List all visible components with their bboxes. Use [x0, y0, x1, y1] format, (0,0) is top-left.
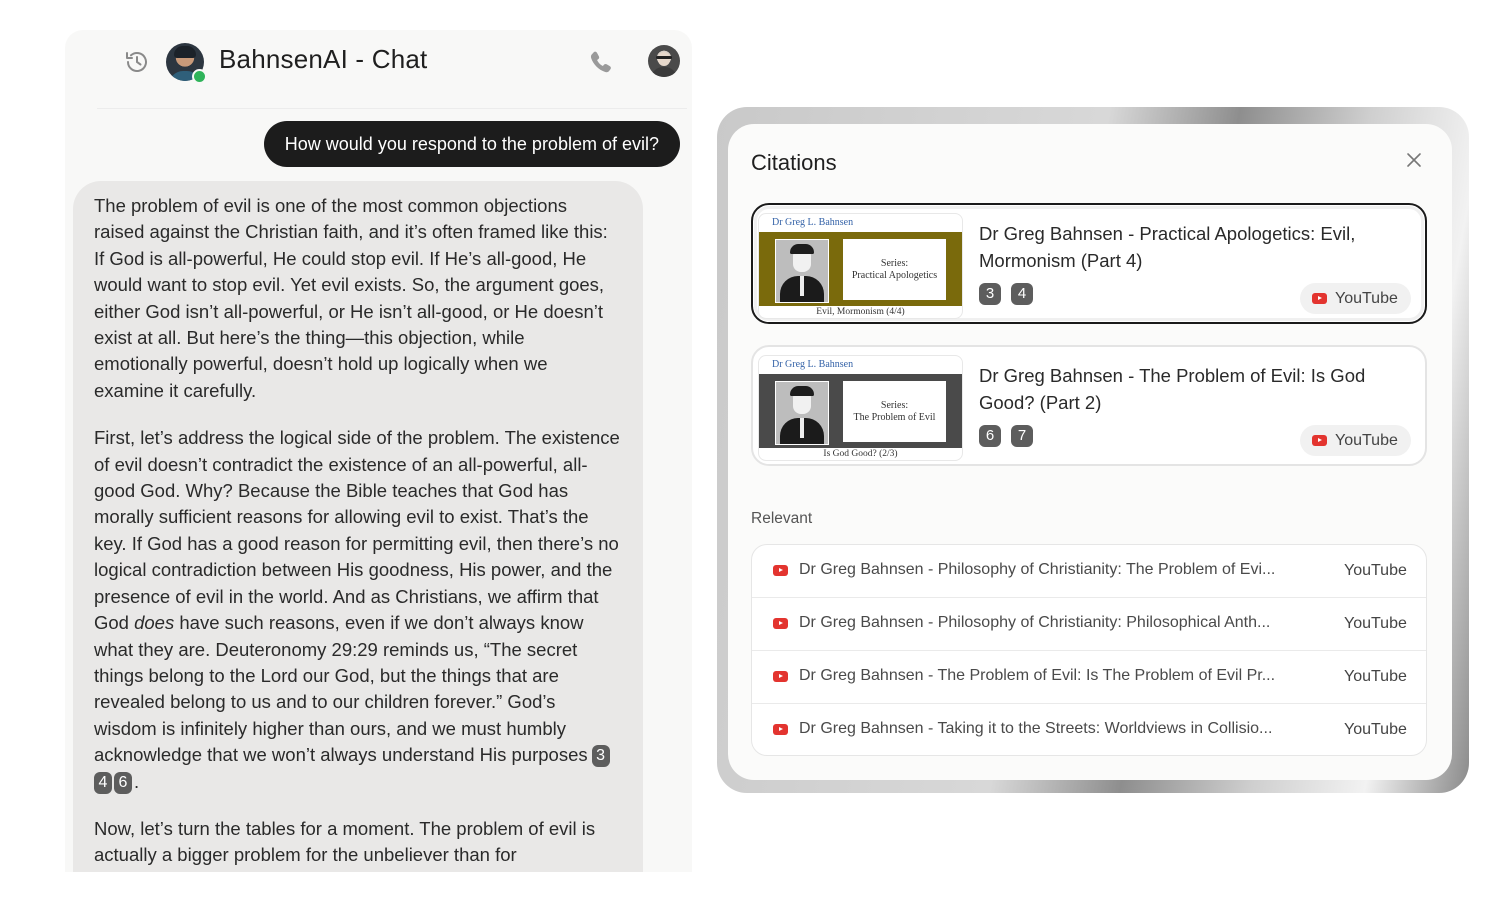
citation-badge[interactable]: 3	[592, 745, 610, 767]
youtube-source-button[interactable]	[1300, 283, 1411, 314]
relevant-item-source: YouTube	[1344, 721, 1407, 738]
thumbnail-series-label: Series:	[880, 257, 909, 269]
thumbnail-photo	[775, 381, 829, 445]
answer-text: have such reasons, even if we don’t always know what they are. Deuteronomy 29:29 reminds us, “The secret things belong to the Lord our God, but the things that are revealed belong to us and to our children forever.” God’s wisdom is infinitely higher than ours, and we must humbly acknowledge that we won’t always understand His purposes	[94, 612, 588, 766]
youtube-icon	[773, 671, 788, 682]
thumbnail-series-box	[843, 381, 946, 442]
thumbnail-caption: Evil, Mormonism (4/4)	[816, 307, 905, 317]
thumbnail-caption: Is God Good? (2/3)	[823, 449, 898, 459]
video-thumbnail[interactable]	[758, 355, 963, 461]
relevant-item-title: Dr Greg Bahnsen - Philosophy of Christianity: Philosophical Anth...	[799, 614, 1271, 631]
chat-title: BahnsenAI - Chat	[219, 44, 428, 74]
phone-icon[interactable]	[587, 48, 615, 76]
youtube-icon	[773, 565, 788, 576]
answer-paragraph: Now, let’s turn the tables for a moment. The problem of evil is actually a bigger problem for the unbeliever than for	[94, 817, 596, 866]
history-icon[interactable]	[123, 48, 151, 76]
answer-paragraph: The problem of evil is one of the most common objections raised against the Christian faith, and it’s often framed like this: If God is all-powerful, He could stop evil. If He’s all-good, He would want to stop evil. Yet evil exists. So, the argument goes, either God isn’t all-powerful, or He isn’t all-good, or He doesn’t exist at all. But here’s the thing—this objection, while emotionally powerful, doesn’t hold up logically when we examine it carefully.	[94, 195, 608, 401]
relevant-item-source: YouTube	[1344, 615, 1407, 632]
chat-panel	[65, 30, 692, 872]
citation-badges	[979, 283, 1033, 305]
relevant-section-label: Relevant	[751, 510, 813, 527]
relevant-item-source: YouTube	[1344, 668, 1407, 685]
relevant-item-title: Dr Greg Bahnsen - The Problem of Evil: Is The Problem of Evil Pr...	[799, 667, 1276, 684]
citation-badge[interactable]: 6	[114, 772, 132, 794]
thumbnail-series-box	[843, 239, 946, 300]
source-label: YouTube	[1335, 289, 1398, 307]
thumbnail-series-name: Practical Apologetics	[851, 269, 938, 281]
relevant-item-title: Dr Greg Bahnsen - Taking it to the Streets: Worldviews in Collisio...	[799, 720, 1273, 737]
assistant-message	[73, 181, 643, 872]
header-divider	[97, 108, 687, 109]
thumbnail-series-label: Series:	[880, 399, 909, 411]
user-avatar[interactable]	[648, 45, 680, 77]
relevant-item[interactable]	[752, 704, 1427, 756]
relevant-item-title: Dr Greg Bahnsen - Philosophy of Christianity: The Problem of Evi...	[799, 561, 1276, 578]
citation-title[interactable]: Dr Greg Bahnsen - The Problem of Evil: Is God Good? (Part 2)	[979, 365, 1366, 413]
thumbnail-author: Dr Greg L. Bahnsen	[772, 359, 854, 370]
thumbnail-photo	[775, 239, 829, 303]
citation-card[interactable]	[751, 203, 1427, 324]
bot-avatar	[166, 43, 204, 81]
youtube-icon	[1312, 435, 1327, 446]
youtube-icon	[773, 618, 788, 629]
close-icon[interactable]	[1406, 152, 1422, 168]
answer-text: .	[134, 770, 140, 792]
thumbnail-series-name: The Problem of Evil	[853, 411, 936, 423]
relevant-item[interactable]	[752, 651, 1427, 704]
thumbnail-author: Dr Greg L. Bahnsen	[772, 217, 854, 228]
source-label: YouTube	[1335, 431, 1398, 449]
relevant-item-source: YouTube	[1344, 562, 1407, 579]
citations-modal	[728, 124, 1452, 780]
citation-title[interactable]: Dr Greg Bahnsen - Practical Apologetics: Evil, Mormonism (Part 4)	[979, 223, 1356, 271]
youtube-source-button[interactable]	[1300, 425, 1411, 456]
citation-badge[interactable]: 3	[979, 283, 1001, 305]
relevant-item[interactable]	[752, 545, 1427, 598]
citation-badges	[979, 425, 1033, 447]
citation-badge[interactable]: 4	[94, 772, 112, 794]
citation-badge[interactable]: 6	[979, 425, 1001, 447]
relevant-item[interactable]	[752, 598, 1427, 651]
answer-paragraph	[94, 425, 622, 795]
modal-title: Citations	[751, 150, 837, 175]
youtube-icon	[773, 724, 788, 735]
youtube-icon	[1312, 293, 1327, 304]
citation-badge[interactable]: 4	[1011, 283, 1033, 305]
answer-text: First, let’s address the logical side of the problem. The existence of evil doesn’t contradict the existence of an all-powerful, all-good God. Why? Because the Bible teaches that God has morally sufficient reasons for allowing evil to exist. That’s the key. If God has a good reason for permitting evil, then there’s no logical contradiction between His goodness, His power, and the presence of evil in the world. And as Christians, we affirm that God	[94, 427, 620, 634]
chat-header	[65, 30, 692, 108]
video-thumbnail[interactable]	[758, 213, 963, 319]
user-message-bubble: How would you respond to the problem of evil?	[264, 121, 680, 167]
citation-badge[interactable]: 7	[1011, 425, 1033, 447]
citation-card[interactable]	[751, 345, 1427, 466]
online-status-dot	[192, 69, 207, 84]
relevant-list	[751, 544, 1427, 756]
emphasis-text: does	[134, 612, 175, 634]
